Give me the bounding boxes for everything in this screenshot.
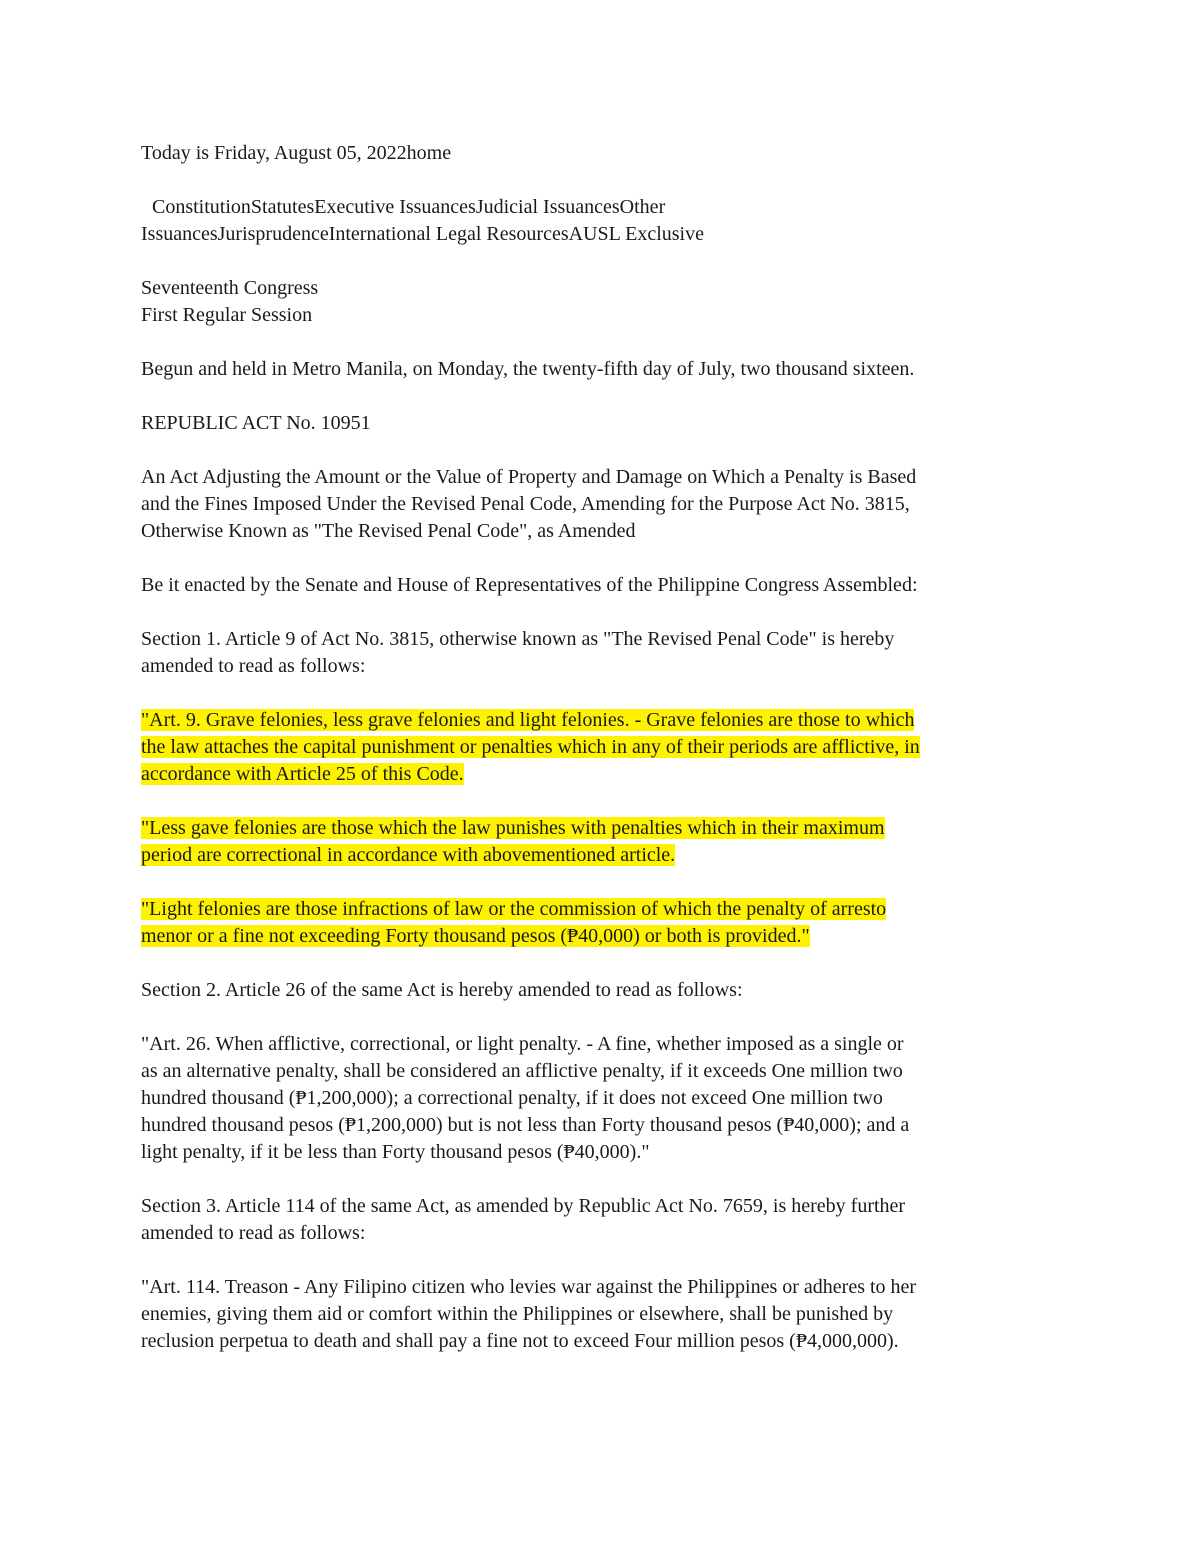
section-3-line: amended to read as follows: <box>141 1222 366 1244</box>
section-1-line: amended to read as follows: <box>141 655 366 677</box>
act-title-line: Otherwise Known as "The Revised Penal Code", as Amended <box>141 520 636 542</box>
nav-line-2[interactable]: IssuancesJurisprudenceInternational Legal ResourcesAUSL Exclusive <box>141 223 704 245</box>
highlighted-text: the law attaches the capital punishment or penalties which in any of their periods are afflictive, in <box>141 736 920 758</box>
date-line: Today is Friday, August 05, 2022home <box>141 142 452 164</box>
congress-heading <box>141 275 1071 329</box>
act-title <box>141 464 1071 545</box>
art-26-line: as an alternative penalty, shall be considered an afflictive penalty, if it exceeds One million two <box>141 1060 903 1082</box>
art-114 <box>141 1274 1071 1355</box>
nav-line-1[interactable]: ConstitutionStatutesExecutive IssuancesJudicial IssuancesOther <box>152 196 666 218</box>
art-26-line: light penalty, if it be less than Forty thousand pesos (₱40,000)." <box>141 1141 650 1163</box>
art-26 <box>141 1031 1071 1166</box>
highlighted-text: "Less gave felonies are those which the law punishes with penalties which in their maximum <box>141 817 885 839</box>
document-page <box>141 140 1071 1382</box>
art-114-line: enemies, giving them aid or comfort within the Philippines or elsewhere, shall be punished by <box>141 1303 894 1325</box>
congress-session: First Regular Session <box>141 304 313 326</box>
highlighted-text: accordance with Article 25 of this Code. <box>141 763 464 785</box>
act-number: REPUBLIC ACT No. 10951 <box>141 412 371 434</box>
section-3-line: Section 3. Article 114 of the same Act, as amended by Republic Act No. 7659, is hereby further <box>141 1195 906 1217</box>
begun-line: Begun and held in Metro Manila, on Monday, the twenty-fifth day of July, two thousand sixteen. <box>141 358 915 380</box>
light-felonies-highlighted <box>141 896 1071 950</box>
act-title-line: and the Fines Imposed Under the Revised Penal Code, Amending for the Purpose Act No. 3815, <box>141 493 910 515</box>
act-title-line: An Act Adjusting the Amount or the Value of Property and Damage on Which a Penalty is Based <box>141 466 917 488</box>
art-26-line: hundred thousand (₱1,200,000); a correctional penalty, if it does not exceed One million two <box>141 1087 883 1109</box>
section-1 <box>141 626 1071 680</box>
nav-menu <box>141 194 1071 248</box>
art-114-line: "Art. 114. Treason - Any Filipino citizen who levies war against the Philippines or adheres to her <box>141 1276 917 1298</box>
spacer <box>141 248 1071 275</box>
section-2: Section 2. Article 26 of the same Act is hereby amended to read as follows: <box>141 979 743 1001</box>
less-grave-highlighted <box>141 815 1071 869</box>
enacting-clause: Be it enacted by the Senate and House of Representatives of the Philippine Congress Assembled: <box>141 574 918 596</box>
congress-name: Seventeenth Congress <box>141 277 319 299</box>
art-26-line: "Art. 26. When afflictive, correctional, or light penalty. - A fine, whether imposed as a single or <box>141 1033 904 1055</box>
highlighted-text: "Light felonies are those infractions of law or the commission of which the penalty of arresto <box>141 898 887 920</box>
highlighted-text: "Art. 9. Grave felonies, less grave felonies and light felonies. - Grave felonies are those to which <box>141 709 915 731</box>
art-114-line: reclusion perpetua to death and shall pay a fine not to exceed Four million pesos (₱4,000,000). <box>141 1330 899 1352</box>
art-9-highlighted <box>141 707 1071 788</box>
section-3 <box>141 1193 1071 1247</box>
art-26-line: hundred thousand pesos (₱1,200,000) but is not less than Forty thousand pesos (₱40,000); and a <box>141 1114 910 1136</box>
section-1-line: Section 1. Article 9 of Act No. 3815, otherwise known as "The Revised Penal Code" is hereby <box>141 628 895 650</box>
highlighted-text: menor or a fine not exceeding Forty thousand pesos (₱40,000) or both is provided." <box>141 925 810 947</box>
highlighted-text: period are correctional in accordance with abovementioned article. <box>141 844 676 866</box>
